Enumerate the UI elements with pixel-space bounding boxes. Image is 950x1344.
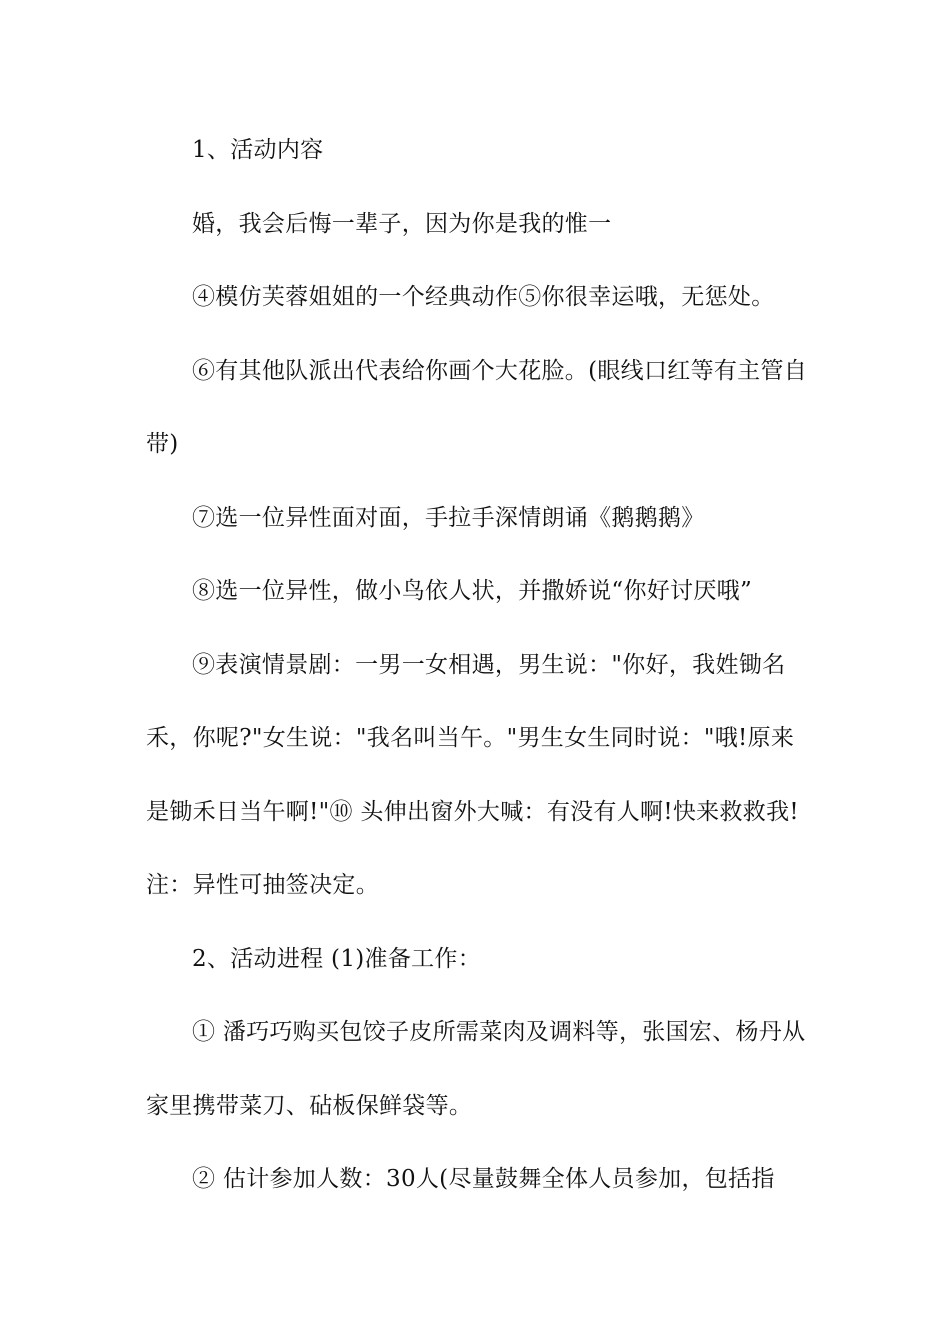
paragraph: ⑧选一位异性，做小鸟依人状，并撒娇说“你好讨厌哦” [192, 578, 753, 604]
paragraph: ⑦选一位异性面对面，手拉手深情朗诵《鹅鹅鹅》 [192, 504, 705, 531]
paragraph: ① 潘巧巧购买包饺子皮所需菜肉及调料等，张国宏、杨丹从家里携带菜刀、砧板保鲜袋等。 [146, 1019, 806, 1119]
paragraph: 婚，我会后悔一辈子，因为你是我的惟一 [192, 210, 612, 237]
paragraph: ④模仿芙蓉姐姐的一个经典动作⑤你很幸运哦，无惩处。 [192, 284, 775, 310]
paragraph: ⑥有其他队派出代表给你画个大花脸。(眼线口红等有主管自带) [146, 357, 808, 457]
section-heading-activity-content: 1、活动内容 [192, 137, 324, 163]
section-heading-activity-process: 2、活动进程 (1)准备工作： [192, 945, 482, 972]
paragraph: ② 估计参加人数：30人(尽量鼓舞全体人员参加，包括指 [192, 1166, 775, 1192]
document-body [146, 114, 808, 1217]
paragraph: ⑨表演情景剧：一男一女相遇，男生说："你好，我姓锄名禾，你呢?"女生说："我名叫当午。"男生女生同时说："哦!原来是锄禾日当午啊!"⑩ 头伸出窗外大喊：有没有人啊!快来救救我! 注：异性可抽签决定。 [146, 651, 799, 898]
